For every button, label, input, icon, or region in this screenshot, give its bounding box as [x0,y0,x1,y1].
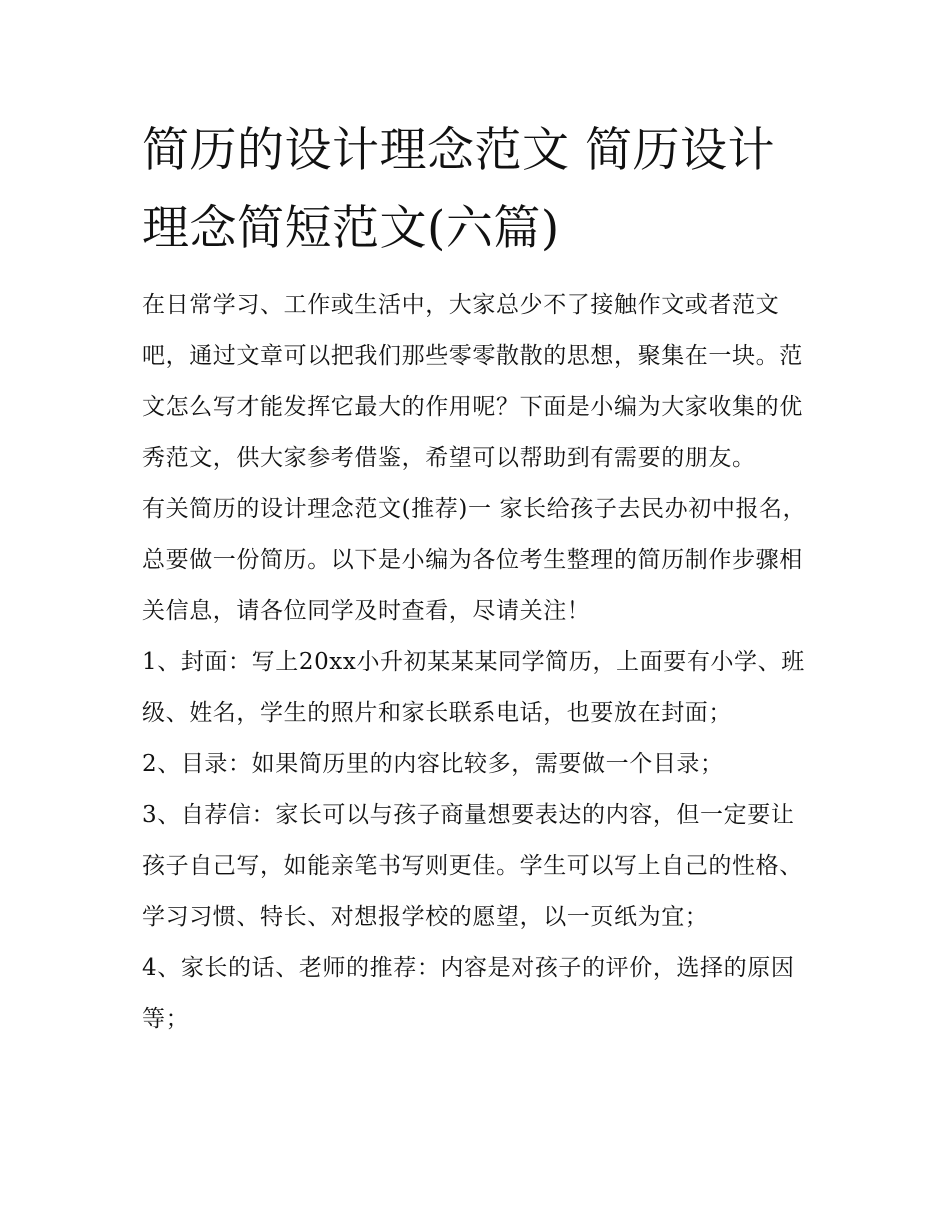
title-line-2: 理念简短范文(六篇) [142,201,560,256]
step-recommendation-paragraph: 4、家长的话、老师的推荐：内容是对孩子的评价，选择的原因等； [142,955,795,1032]
section-intro-paragraph: 有关简历的设计理念范文(推荐)一 家长给孩子去民办初中报名，总要做一份简历。以下是小编为各位考生整理的简历制作步骤相关信息，请各位同学及时查看，尽请关注！ [142,496,807,624]
document-content [142,112,812,1045]
document-body [142,280,812,1045]
step-cover-paragraph: 1、封面：写上20xx小升初某某某同学简历，上面要有小学、班级、姓名，学生的照片和家长联系电话，也要放在封面； [142,649,805,726]
step-cover-letter-paragraph: 3、自荐信：家长可以与孩子商量想要表达的内容，但一定要让孩子自己写，如能亲笔书写则更佳。学生可以写上自己的性格、学习习惯、特长、对想报学校的愿望，以一页纸为宜； [142,802,803,930]
step-toc-paragraph: 2、目录：如果简历里的内容比较多，需要做一个目录； [142,751,724,777]
intro-paragraph: 在日常学习、工作或生活中，大家总少不了接触作文或者范文吧，通过文章可以把我们那些零零散散的思想，聚集在一块。范文怎么写才能发挥它最大的作用呢？下面是小编为大家收集的优秀范文，供大家参考借鉴，希望可以帮助到有需要的朋友。 [142,292,803,471]
title-line-1: 简历的设计理念范文 简历设计 [142,123,775,178]
document-title [142,112,812,268]
